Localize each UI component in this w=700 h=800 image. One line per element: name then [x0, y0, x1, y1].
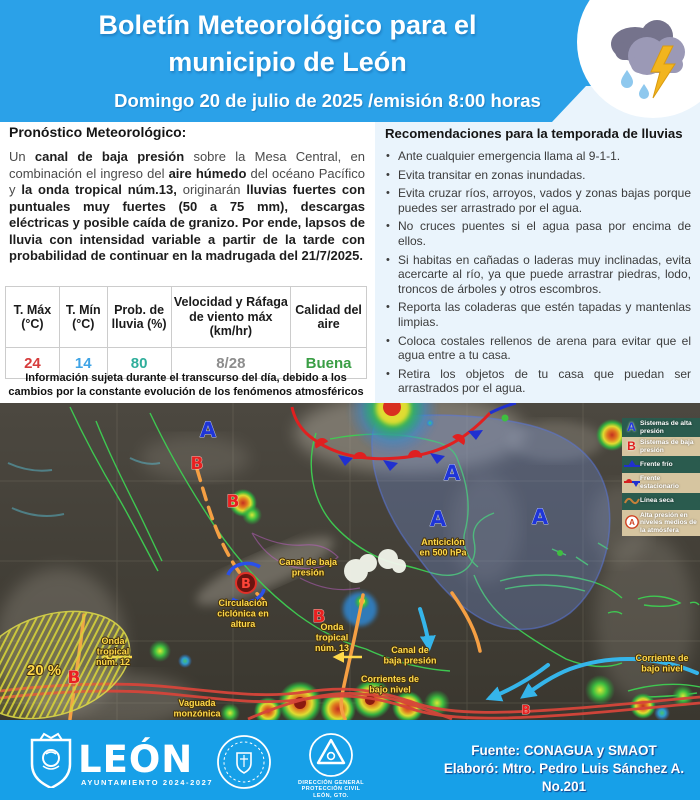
recommendation-item: • Evita cruzar ríos, arroyos, vados y zonas bajas porque puedes ser arrastrado por el agua.	[385, 186, 691, 215]
source-line: Fuente: CONAGUA y SMAOT	[471, 743, 657, 758]
legend-row-high-pressure	[622, 418, 700, 437]
recommendations-list	[385, 149, 691, 400]
leon-subtitle: AYUNTAMIENTO 2024-2027	[81, 778, 214, 787]
table-header-cell: T. Mín (°C)	[59, 287, 107, 348]
dry-line-icon	[623, 495, 640, 508]
high-pressure-letter: A	[443, 461, 461, 485]
storm-cloud-lightning-rain-icon	[599, 18, 700, 104]
low-pressure-letter: B	[190, 454, 204, 474]
forecast-heading: Pronóstico Meteorológico:	[9, 124, 187, 140]
legend-row-low-pressure	[622, 437, 700, 456]
table-disclaimer: Información sujeta durante el transcurso del día, debido a los cambios por la constante evolución de los fenómenos atmosféricos	[8, 372, 364, 398]
recommendation-item: • Retira los objetos de tu casa que puedan ser arrastrados por el agua.	[385, 367, 691, 396]
proteccion-civil-seal-icon	[308, 732, 354, 778]
table-header-cell: Calidad del aire	[291, 287, 367, 348]
pc-caption-line: PROTECCIÓN CIVIL	[301, 786, 361, 793]
legend-row-stationary-front	[622, 473, 700, 492]
legend-row-dry-line	[622, 493, 700, 510]
low-pressure-letter: B	[241, 577, 251, 592]
recommendation-item: • Coloca costales rellenos de arena para evitar que el agua entre a tu casa.	[385, 334, 691, 363]
legend-label: Frente frío	[640, 461, 673, 469]
low-pressure-letter: B	[312, 607, 326, 627]
high-pressure-letter: A	[429, 507, 447, 531]
table-value-cell: Buena	[291, 348, 367, 379]
map-annotation-label: Onda tropical núm. 12	[95, 636, 131, 667]
satellite-map-scene	[0, 403, 700, 720]
legend-label: Sistemas de baja presión	[640, 439, 694, 454]
map-annotation-label: 20 %	[26, 662, 62, 679]
recommendations-heading: Recomendaciones para la temporada de lluvias	[385, 126, 683, 141]
source-line: No.201	[541, 779, 587, 794]
map-annotation-label: Onda tropical núm. 13	[314, 622, 350, 653]
table-header-cell: Velocidad y Ráfaga de viento máx (km/hr)	[171, 287, 291, 348]
source-credits	[430, 742, 698, 796]
high-pressure-letter: A	[531, 505, 549, 529]
forecast-paragraph: Un canal de baja presión sobre la Mesa Central, en combinación el ingreso del aire húmedo del océano Pacífico y la onda tropical núm.13, originarán lluvias fuertes con puntuales muy fuertes (50 a 75 mm), descargas eléctricas y posible caída de granizo. Por ende, lapsos de lluvia con intensidad variable a partir de la tarde con probabilidad de continuar en la madrugada del 21/7/2025.	[9, 149, 366, 263]
map-annotation-label: Vaguada monzónica	[173, 698, 221, 719]
table-header-cell: Prob. de lluvia (%)	[107, 287, 171, 348]
legend-row-cold-front	[622, 456, 700, 473]
high-pressure-letter: A	[199, 418, 217, 442]
page-title-line1: Boletín Meteorológico para el	[98, 10, 477, 40]
table-value-cell: 8/28	[171, 348, 291, 379]
low-pressure-letter: B	[521, 703, 531, 717]
pc-caption-line: LEÓN, GTO.	[313, 792, 349, 799]
map-legend	[622, 418, 700, 536]
recommendation-item: • Evita transitar en zonas inundadas.	[385, 168, 691, 183]
table-value-cell: 24	[6, 348, 60, 379]
weather-table-header-row	[6, 287, 367, 348]
weather-table	[5, 286, 367, 379]
satellite-map	[0, 403, 700, 720]
map-annotation-label: Anticiclón en 500 hPa	[419, 537, 467, 558]
high-pressure-A-icon: A	[627, 419, 636, 434]
map-annotation-label: Canal de baja presión	[278, 557, 338, 578]
low-pressure-B-icon: B	[627, 438, 636, 453]
table-value-cell: 14	[59, 348, 107, 379]
legend-row-high-mid-levels	[622, 510, 700, 537]
legend-label: Alta presión en niveles medios de la atmósfera	[640, 511, 697, 534]
stationary-front-icon	[623, 477, 640, 490]
leon-shield-logo	[28, 732, 74, 788]
footer-bar	[0, 720, 700, 800]
pc-caption-line: DIRECCIÓN GENERAL	[297, 780, 365, 786]
page-title-line2: municipio de León	[168, 47, 407, 77]
low-pressure-letter: B	[226, 492, 240, 512]
page-title	[0, 7, 575, 81]
recommendation-item: • Reporta las coladeras que estén tapadas y mantenlas limpias.	[385, 300, 691, 329]
low-pressure-letter: B	[67, 668, 81, 688]
bulletin-date: Domingo 20 de julio de 2025 /emisión 8:00 horas	[114, 90, 541, 111]
map-annotation-label: Circulación ciclónica en altura	[217, 598, 269, 629]
table-header-cell: T. Máx (°C)	[6, 287, 60, 348]
security-prevention-seal-icon	[215, 733, 273, 791]
proteccion-civil-caption	[283, 780, 379, 799]
high-pressure-mid-levels-icon	[623, 514, 640, 533]
cold-front-icon	[623, 459, 640, 472]
legend-label: Línea seca	[640, 497, 674, 505]
svg-text:A: A	[628, 517, 635, 527]
map-annotation-label: Corrientes de bajo nivel	[360, 674, 420, 695]
map-annotation-label: Canal de baja presión	[383, 645, 437, 666]
recommendation-item: • No cruces puentes si el agua pasa por encima de ellos.	[385, 219, 691, 248]
recommendation-item: • Ante cualquier emergencia llama al 9-1-1.	[385, 149, 691, 164]
table-value-cell: 80	[107, 348, 171, 379]
recommendation-item: • Si habitas en cañadas o laderas muy inclinadas, evita acercarte al río, ya que puede arrastrar piedras, lodo, troncos de árboles y otros escombros.	[385, 253, 691, 297]
leon-wordmark: LEÓN	[78, 738, 194, 781]
map-annotation-label: Corriente de bajo nivel	[635, 653, 689, 674]
source-line: Elaboró: Mtro. Pedro Luis Sánchez A.	[443, 761, 685, 776]
legend-label: Sistemas de alta presión	[640, 420, 692, 435]
legend-label: Frente estacionario	[640, 475, 679, 490]
